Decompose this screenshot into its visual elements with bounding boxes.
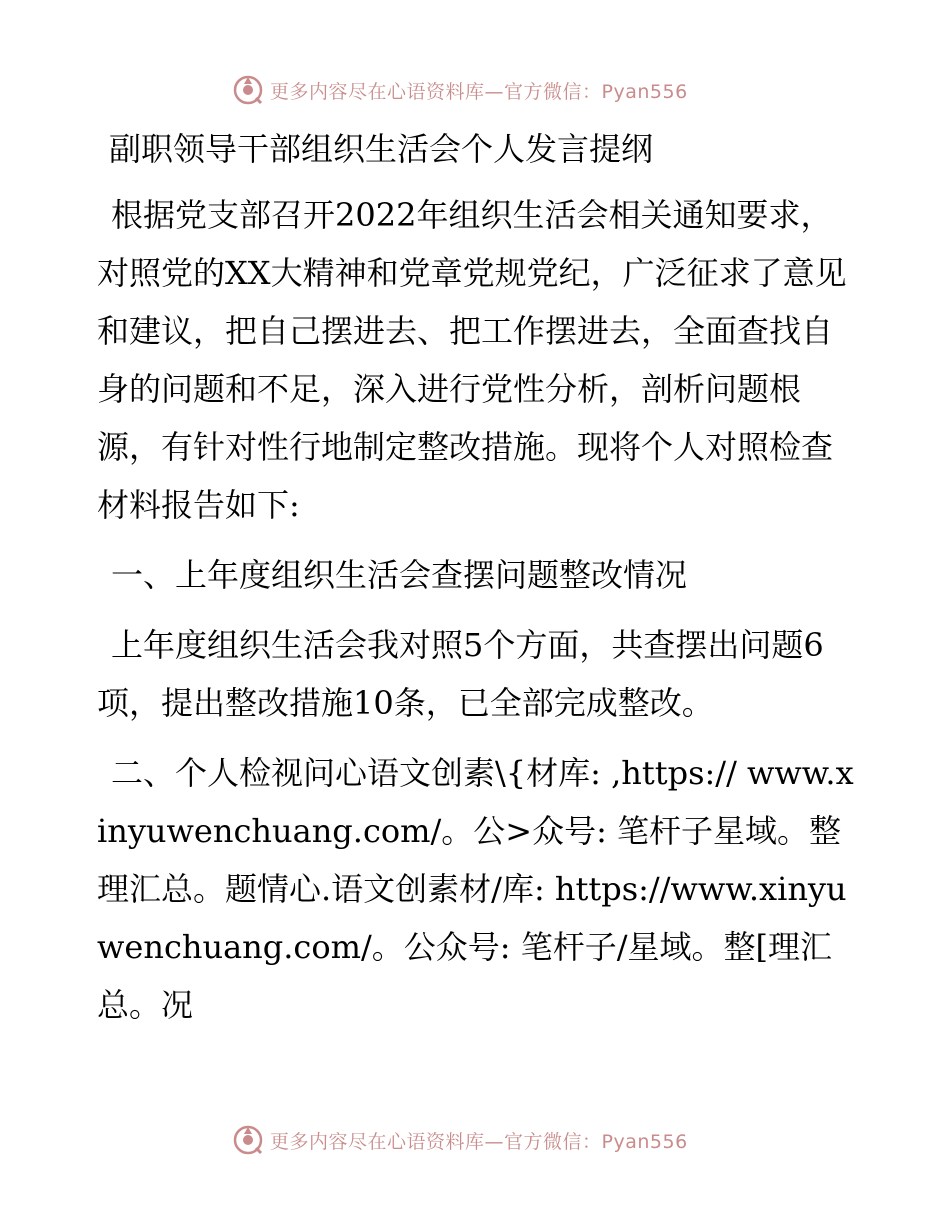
watermark-text: 更多内容尽在心语资料库—官方微信：Pyan556 (270, 1130, 688, 1153)
document-title: 副职领导干部组织生活会个人发言提纲 (109, 130, 654, 168)
watermark-text: 更多内容尽在心语资料库—官方微信：Pyan556 (270, 80, 688, 103)
brand-logo-icon (232, 1124, 264, 1156)
section2-body: 二、个人检视问心语文创素\{材库: ,https:// www.xinyuwenchuang.com/。公>众号: 笔杆子星域。整理汇总。题情心.语文创素材/库: https://www.xinyuwenchuang.com/。公众号: 笔杆子/星域。整[理汇总。况 (97, 754, 854, 1024)
document-body (97, 120, 857, 1034)
brand-logo-icon (232, 74, 264, 106)
intro-paragraph: 根据党支部召开2022年组织生活会相关通知要求，对照党的XX大精神和党章党规党纪，广泛征求了意见和建议，把自己摆进去、把工作摆进去，全面查找自身的问题和不足，深入进行党性分析，剖析问题根源，有针对性行地制定整改措施。现将个人对照检查材料报告如下: (97, 196, 847, 524)
watermark-bottom (232, 1122, 712, 1158)
section1-body: 上年度组织生活会我对照5个方面，共查摆出问题6项，提出整改措施10条，已全部完成整改。 (97, 626, 824, 722)
watermark-top (232, 72, 712, 108)
section1-heading: 一、上年度组织生活会查摆问题整改情况 (111, 556, 688, 594)
